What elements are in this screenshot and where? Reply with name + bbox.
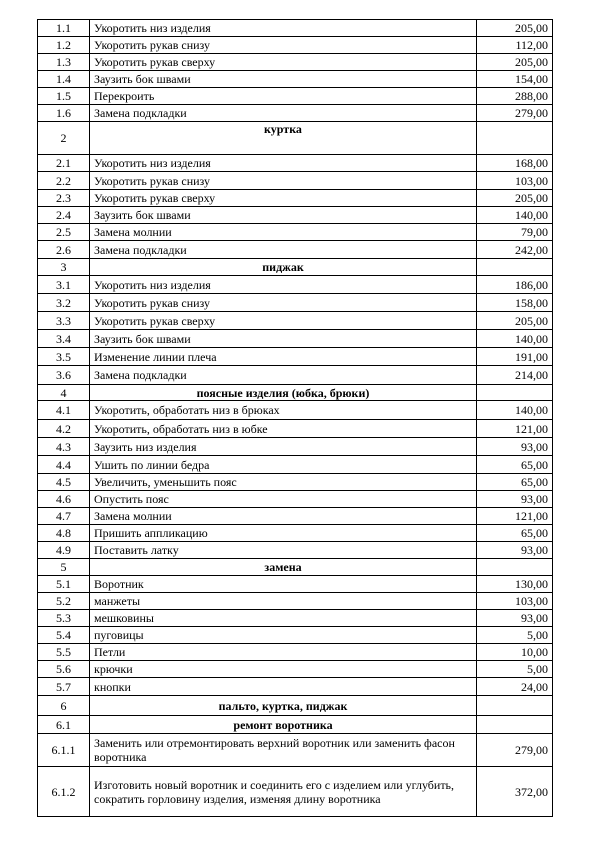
service-price: 372,00 bbox=[477, 767, 553, 817]
service-price: 205,00 bbox=[477, 312, 553, 330]
service-name: Воротник bbox=[90, 576, 477, 593]
table-row bbox=[38, 525, 553, 542]
service-name: Укоротить рукав снизу bbox=[90, 172, 477, 190]
section-row bbox=[38, 259, 553, 276]
section-price bbox=[477, 122, 553, 155]
table-row bbox=[38, 438, 553, 456]
section-row bbox=[38, 559, 553, 576]
section-title: замена bbox=[90, 559, 477, 576]
service-price: 5,00 bbox=[477, 627, 553, 644]
service-price: 93,00 bbox=[477, 491, 553, 508]
item-number: 5.1 bbox=[38, 576, 90, 593]
table-row bbox=[38, 610, 553, 627]
section-number: 2 bbox=[38, 122, 90, 155]
service-price: 191,00 bbox=[477, 348, 553, 366]
item-number: 4.5 bbox=[38, 474, 90, 491]
item-number: 1.2 bbox=[38, 37, 90, 54]
item-number: 5.7 bbox=[38, 678, 90, 696]
section-title: ремонт воротника bbox=[90, 716, 477, 734]
section-number: 5 bbox=[38, 559, 90, 576]
table-row bbox=[38, 508, 553, 525]
table-row bbox=[38, 105, 553, 122]
item-number: 2.6 bbox=[38, 241, 90, 259]
service-name: Укоротить низ изделия bbox=[90, 20, 477, 37]
service-name: манжеты bbox=[90, 593, 477, 610]
table-row bbox=[38, 37, 553, 54]
service-price: 93,00 bbox=[477, 438, 553, 456]
service-price: 205,00 bbox=[477, 190, 553, 207]
table-row bbox=[38, 88, 553, 105]
table-row bbox=[38, 207, 553, 224]
table-row bbox=[38, 20, 553, 37]
table-row bbox=[38, 474, 553, 491]
section-title: пальто, куртка, пиджак bbox=[90, 696, 477, 716]
service-price: 214,00 bbox=[477, 366, 553, 385]
section-number: 4 bbox=[38, 385, 90, 401]
service-price: 5,00 bbox=[477, 661, 553, 678]
service-price: 65,00 bbox=[477, 456, 553, 474]
item-number: 4.4 bbox=[38, 456, 90, 474]
section-number: 6 bbox=[38, 696, 90, 716]
service-name: кнопки bbox=[90, 678, 477, 696]
item-number: 4.8 bbox=[38, 525, 90, 542]
item-number: 1.5 bbox=[38, 88, 90, 105]
item-number: 1.3 bbox=[38, 54, 90, 71]
item-number: 3.4 bbox=[38, 330, 90, 348]
table-row bbox=[38, 401, 553, 420]
section-row bbox=[38, 696, 553, 716]
item-number: 2.1 bbox=[38, 155, 90, 172]
service-price: 93,00 bbox=[477, 610, 553, 627]
table-row bbox=[38, 456, 553, 474]
table-row bbox=[38, 767, 553, 817]
table-row bbox=[38, 71, 553, 88]
table-row bbox=[38, 155, 553, 172]
service-price: 112,00 bbox=[477, 37, 553, 54]
table-row bbox=[38, 276, 553, 294]
service-price: 121,00 bbox=[477, 508, 553, 525]
item-number: 4.1 bbox=[38, 401, 90, 420]
service-price: 140,00 bbox=[477, 401, 553, 420]
item-number: 4.3 bbox=[38, 438, 90, 456]
item-number: 4.9 bbox=[38, 542, 90, 559]
table-row bbox=[38, 627, 553, 644]
service-name: Замена молнии bbox=[90, 508, 477, 525]
service-name: Укоротить рукав сверху bbox=[90, 54, 477, 71]
table-row bbox=[38, 420, 553, 438]
service-name: Заменить или отремонтировать верхний воротник или заменить фасон воротника bbox=[90, 734, 477, 767]
service-name: Заузить бок швами bbox=[90, 207, 477, 224]
item-number: 5.2 bbox=[38, 593, 90, 610]
service-name: Замена подкладки bbox=[90, 241, 477, 259]
section-title: поясные изделия (юбка, брюки) bbox=[90, 385, 477, 401]
table-row bbox=[38, 54, 553, 71]
service-name: Укоротить, обработать низ в юбке bbox=[90, 420, 477, 438]
table-row bbox=[38, 312, 553, 330]
service-price: 205,00 bbox=[477, 54, 553, 71]
item-number: 1.4 bbox=[38, 71, 90, 88]
service-price: 205,00 bbox=[477, 20, 553, 37]
service-price: 279,00 bbox=[477, 105, 553, 122]
service-price: 130,00 bbox=[477, 576, 553, 593]
service-name: Петли bbox=[90, 644, 477, 661]
item-number: 3.6 bbox=[38, 366, 90, 385]
section-price bbox=[477, 696, 553, 716]
item-number: 6.1.1 bbox=[38, 734, 90, 767]
table-row bbox=[38, 542, 553, 559]
service-name: Заузить низ изделия bbox=[90, 438, 477, 456]
item-number: 6.1.2 bbox=[38, 767, 90, 817]
service-name: Заузить бок швами bbox=[90, 71, 477, 88]
service-name: Заузить бок швами bbox=[90, 330, 477, 348]
item-number: 3.1 bbox=[38, 276, 90, 294]
service-price: 158,00 bbox=[477, 294, 553, 312]
price-table bbox=[37, 19, 553, 817]
service-price: 65,00 bbox=[477, 474, 553, 491]
service-price: 65,00 bbox=[477, 525, 553, 542]
section-price bbox=[477, 259, 553, 276]
item-number: 2.2 bbox=[38, 172, 90, 190]
service-name: Укоротить рукав снизу bbox=[90, 294, 477, 312]
item-number: 5.5 bbox=[38, 644, 90, 661]
service-name: Изменение линии плеча bbox=[90, 348, 477, 366]
item-number: 3.5 bbox=[38, 348, 90, 366]
table-row bbox=[38, 576, 553, 593]
section-price bbox=[477, 716, 553, 734]
table-row bbox=[38, 366, 553, 385]
service-price: 242,00 bbox=[477, 241, 553, 259]
item-number: 1.6 bbox=[38, 105, 90, 122]
table-row bbox=[38, 190, 553, 207]
table-row bbox=[38, 491, 553, 508]
service-name: крючки bbox=[90, 661, 477, 678]
table-row bbox=[38, 294, 553, 312]
service-price: 279,00 bbox=[477, 734, 553, 767]
table-row bbox=[38, 734, 553, 767]
service-name: Опустить пояс bbox=[90, 491, 477, 508]
section-title: пиджак bbox=[90, 259, 477, 276]
table-row bbox=[38, 644, 553, 661]
item-number: 5.4 bbox=[38, 627, 90, 644]
item-number: 5.6 bbox=[38, 661, 90, 678]
service-name: Укоротить низ изделия bbox=[90, 276, 477, 294]
item-number: 4.7 bbox=[38, 508, 90, 525]
service-name: Поставить латку bbox=[90, 542, 477, 559]
item-number: 1.1 bbox=[38, 20, 90, 37]
service-name: Укоротить, обработать низ в брюках bbox=[90, 401, 477, 420]
item-number: 5.3 bbox=[38, 610, 90, 627]
service-name: Увеличить, уменьшить пояс bbox=[90, 474, 477, 491]
service-name: Укоротить низ изделия bbox=[90, 155, 477, 172]
service-price: 140,00 bbox=[477, 330, 553, 348]
service-price: 121,00 bbox=[477, 420, 553, 438]
service-price: 103,00 bbox=[477, 593, 553, 610]
service-price: 79,00 bbox=[477, 224, 553, 241]
service-name: Замена подкладки bbox=[90, 105, 477, 122]
service-name: Укоротить рукав сверху bbox=[90, 190, 477, 207]
table-row bbox=[38, 348, 553, 366]
item-number: 4.2 bbox=[38, 420, 90, 438]
service-name: Укоротить рукав снизу bbox=[90, 37, 477, 54]
service-price: 103,00 bbox=[477, 172, 553, 190]
section-price bbox=[477, 559, 553, 576]
table-row bbox=[38, 661, 553, 678]
section-number: 6.1 bbox=[38, 716, 90, 734]
section-number: 3 bbox=[38, 259, 90, 276]
service-price: 288,00 bbox=[477, 88, 553, 105]
service-name: Замена молнии bbox=[90, 224, 477, 241]
service-price: 186,00 bbox=[477, 276, 553, 294]
item-number: 3.3 bbox=[38, 312, 90, 330]
section-row bbox=[38, 122, 553, 155]
service-name: мешковины bbox=[90, 610, 477, 627]
service-name: Укоротить рукав сверху bbox=[90, 312, 477, 330]
item-number: 4.6 bbox=[38, 491, 90, 508]
service-price: 168,00 bbox=[477, 155, 553, 172]
table-row bbox=[38, 224, 553, 241]
item-number: 3.2 bbox=[38, 294, 90, 312]
table-row bbox=[38, 678, 553, 696]
service-price: 24,00 bbox=[477, 678, 553, 696]
service-name: пуговицы bbox=[90, 627, 477, 644]
section-row bbox=[38, 385, 553, 401]
service-price: 154,00 bbox=[477, 71, 553, 88]
service-name: Ушить по линии бедра bbox=[90, 456, 477, 474]
service-price: 93,00 bbox=[477, 542, 553, 559]
item-number: 2.3 bbox=[38, 190, 90, 207]
table-row bbox=[38, 593, 553, 610]
service-name: Изготовить новый воротник и соединить его с изделием или углубить, сократить горловину изделия, изменяя длину воротника bbox=[90, 767, 477, 817]
table-row bbox=[38, 330, 553, 348]
service-name: Перекроить bbox=[90, 88, 477, 105]
service-name: Пришить аппликацию bbox=[90, 525, 477, 542]
service-name: Замена подкладки bbox=[90, 366, 477, 385]
section-price bbox=[477, 385, 553, 401]
section-row bbox=[38, 716, 553, 734]
service-price: 10,00 bbox=[477, 644, 553, 661]
item-number: 2.4 bbox=[38, 207, 90, 224]
table-row bbox=[38, 172, 553, 190]
section-title: куртка bbox=[90, 122, 477, 155]
service-price: 140,00 bbox=[477, 207, 553, 224]
item-number: 2.5 bbox=[38, 224, 90, 241]
table-row bbox=[38, 241, 553, 259]
